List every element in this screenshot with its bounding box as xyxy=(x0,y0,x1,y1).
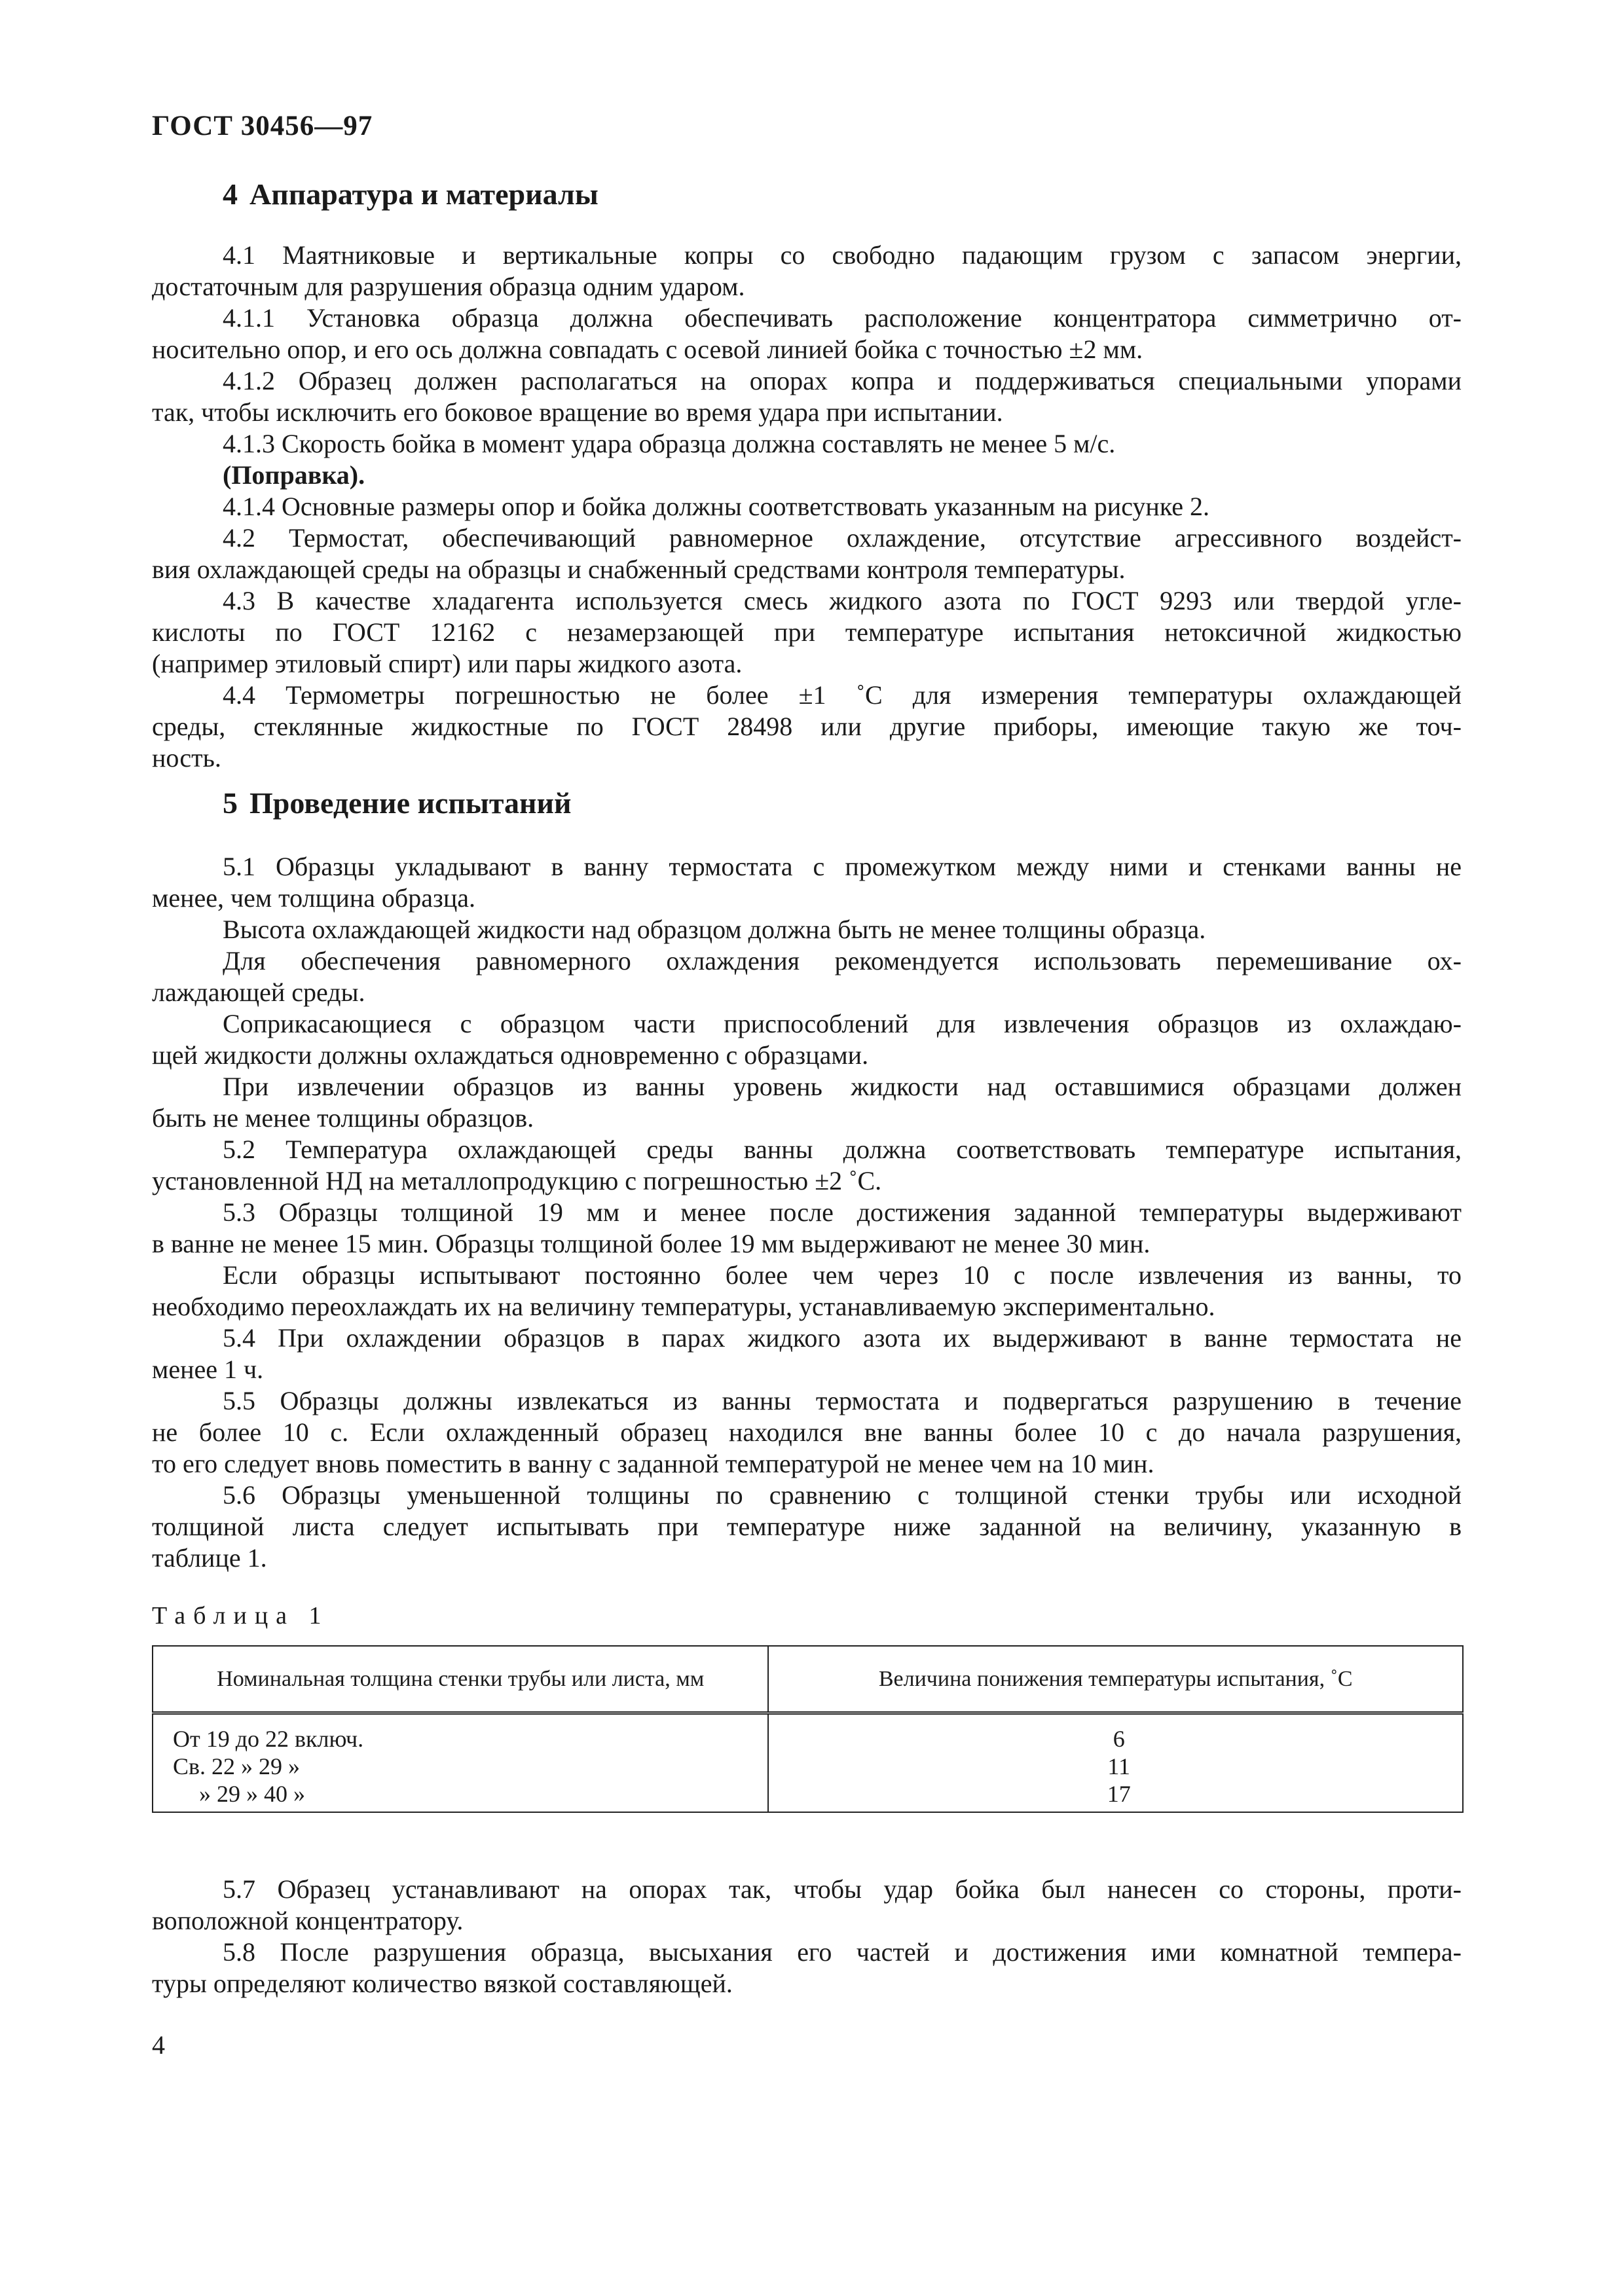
paragraph-4-1-4 xyxy=(152,491,1462,522)
paragraph-4-1-3 xyxy=(152,428,1462,460)
paragraph-overcooling xyxy=(152,1260,1462,1322)
after-table-body xyxy=(152,1874,1462,1999)
text-line: 5.8 После разрушения образца, высыхания его частей и достижения ими комнатной темпера- xyxy=(223,1937,1462,1967)
thickness-ranges-cell xyxy=(153,1713,768,1813)
text-line: кислоты по ГОСТ 12162 с незамерзающей при температуре испытания нетоксичной жидкостью xyxy=(152,617,1462,647)
paragraph-5-4 xyxy=(152,1322,1462,1385)
text-line: 4.1.1 Установка образца должна обеспечивать расположение концентратора симметрично от- xyxy=(223,303,1462,333)
text-line: При извлечении образцов из ванны уровень жидкости над оставшимися образцами должен xyxy=(223,1072,1462,1101)
paragraph-4-1-1 xyxy=(152,302,1462,365)
standard-code: ГОСТ 30456—97 xyxy=(152,111,373,141)
section-4-title: Аппаратура и материалы xyxy=(249,177,599,211)
text-line: не более 10 с. Если охлажденный образец находился вне ванны более 10 с до начала разрушения, xyxy=(152,1417,1462,1447)
paragraph-5-8 xyxy=(152,1937,1462,1999)
paragraph-5-2 xyxy=(152,1134,1462,1197)
text-line: в ванне не менее 15 мин. Образцы толщиной более 19 мм выдерживают не менее 30 мин. xyxy=(152,1229,1151,1258)
text-line: 4.2 Термостат, обеспечивающий равномерное охлаждение, отсутствие агрессивного воздейст- xyxy=(223,523,1462,553)
text-line: вия охлаждающей среды на образцы и снабженный средствами контроля температуры. xyxy=(152,555,1126,584)
text-line: 5.6 Образцы уменьшенной толщины по сравнению с толщиной стенки трубы или исходной xyxy=(223,1480,1462,1510)
text-line: щей жидкости должны охлаждаться одновременно с образцами. xyxy=(152,1040,869,1070)
text-line: 5.7 Образец устанавливают на опорах так, чтобы удар бойка был нанесен со стороны, проти- xyxy=(223,1874,1462,1904)
text-line: таблице 1. xyxy=(152,1543,267,1573)
text-line: быть не менее толщины образцов. xyxy=(152,1103,534,1133)
text-line: достаточным для разрушения образца одним ударом. xyxy=(152,272,745,301)
text-line: 5.5 Образцы должны извлекаться из ванны термостата и подвергаться разрушению в течение xyxy=(223,1386,1462,1415)
paragraph-4-3 xyxy=(152,585,1462,680)
temperature-reduction-table xyxy=(152,1645,1464,1813)
text-line: 5.3 Образцы толщиной 19 мм и менее после достижения заданной температуры выдерживают xyxy=(223,1197,1462,1227)
text-line: носительно опор, и его ось должна совпадать с осевой линией бойка с точностью ±2 мм. xyxy=(152,335,1143,364)
text-line: 4.1 Маятниковые и вертикальные копры со свободно падающим грузом с запасом энергии, xyxy=(223,240,1462,270)
paragraph-5-5 xyxy=(152,1385,1462,1480)
table-header-row xyxy=(153,1646,1463,1713)
table-cell-text: 11 xyxy=(1107,1753,1131,1779)
paragraph-extraction-level xyxy=(152,1071,1462,1134)
section-5-number: 5 xyxy=(223,786,238,820)
paragraph-5-3 xyxy=(152,1197,1462,1260)
text-line: Если образцы испытывают постоянно более чем через 10 с после извлечения из ванны, то xyxy=(223,1260,1462,1290)
text-line: необходимо переохлаждать их на величину температуры, устанавливаемую экспериментально. xyxy=(152,1292,1215,1321)
page-number: 4 xyxy=(152,2030,165,2060)
section-4-body xyxy=(152,240,1462,774)
text-line: (например этиловый спирт) или пары жидкого азота. xyxy=(152,649,743,678)
text-line: так, чтобы исключить его боковое вращение во время удара при испытании. xyxy=(152,397,1003,427)
text-line: 5.1 Образцы укладывают в ванну термостата с промежутком между ними и стенками ванны не xyxy=(223,852,1462,881)
paragraph-5-1 xyxy=(152,851,1462,914)
paragraph-4-2 xyxy=(152,522,1462,585)
text-line: установленной НД на металлопродукцию с погрешностью ±2 ˚С. xyxy=(152,1166,882,1195)
table-cell-text: 6 xyxy=(1113,1726,1125,1752)
table-cell-text: От 19 до 22 включ. xyxy=(173,1726,364,1752)
table-cell-text: Св. 22 » 29 » xyxy=(173,1753,301,1779)
paragraph-mixing xyxy=(152,945,1462,1008)
paragraph-4-1 xyxy=(152,240,1462,302)
text-line: (Поправка). xyxy=(223,460,365,490)
section-5-body xyxy=(152,851,1462,1574)
paragraph-5-6 xyxy=(152,1480,1462,1574)
table-header-cell: Величина понижения температуры испытания, ˚С xyxy=(768,1646,1463,1713)
paragraph-4-4 xyxy=(152,680,1462,774)
text-line: 4.1.4 Основные размеры опор и бойка должны соответствовать указанным на рисунке 2. xyxy=(223,492,1210,521)
text-line: воположной концентратору. xyxy=(152,1906,464,1935)
text-line: 5.4 При охлаждении образцов в парах жидкого азота их выдерживают в ванне термостата не xyxy=(223,1323,1462,1353)
text-line: лаждающей среды. xyxy=(152,977,365,1007)
text-line: Соприкасающиеся с образцом части приспособлений для извлечения образцов из охлаждаю- xyxy=(223,1009,1462,1038)
text-line: Высота охлаждающей жидкости над образцом должна быть не менее толщины образца. xyxy=(223,915,1206,944)
text-line: ность. xyxy=(152,743,221,773)
text-line: Для обеспечения равномерного охлаждения рекомендуется использовать перемешивание ох- xyxy=(223,946,1462,975)
table-cell-text: » 29 » 40 » xyxy=(199,1781,305,1807)
table-cell-text: 17 xyxy=(1107,1781,1131,1807)
text-line: толщиной листа следует испытывать при температуре ниже заданной на величину, указанную в xyxy=(152,1512,1462,1541)
paragraph-liquid-height xyxy=(152,914,1462,945)
text-line: 4.1.3 Скорость бойка в момент удара образца должна составлять не менее 5 м/с. xyxy=(223,429,1116,458)
section-4-number: 4 xyxy=(223,177,238,211)
text-line: 5.2 Температура охлаждающей среды ванны должна соответствовать температуре испытания, xyxy=(223,1135,1462,1164)
section-5-title: Проведение испытаний xyxy=(249,786,572,820)
temperature-values-cell xyxy=(768,1713,1463,1813)
text-line: 4.1.2 Образец должен располагаться на опорах копра и поддерживаться специальными упорами xyxy=(223,366,1462,395)
text-line: 4.4 Термометры погрешностью не более ±1 ˚С для измерения температуры охлаждающей xyxy=(223,680,1462,710)
paragraph-4-1-2 xyxy=(152,365,1462,428)
table-header-cell: Номинальная толщина стенки трубы или листа, мм xyxy=(153,1646,768,1713)
table-row xyxy=(153,1713,1463,1813)
text-line: менее, чем толщина образца. xyxy=(152,883,475,913)
table-caption: Таблица 1 xyxy=(152,1602,329,1630)
amendment-note xyxy=(152,460,1462,491)
text-line: менее 1 ч. xyxy=(152,1355,264,1384)
paragraph-5-7 xyxy=(152,1874,1462,1937)
section-4-heading xyxy=(223,177,599,211)
text-line: среды, стеклянные жидкостные по ГОСТ 28498 или другие приборы, имеющие такую же точ- xyxy=(152,712,1462,741)
paragraph-fixtures xyxy=(152,1008,1462,1071)
text-line: туры определяют количество вязкой составляющей. xyxy=(152,1969,733,1998)
section-5-heading xyxy=(223,786,572,820)
text-line: то его следует вновь поместить в ванну с заданной температурой не менее чем на 10 мин. xyxy=(152,1449,1154,1478)
text-line: 4.3 В качестве хладагента используется смесь жидкого азота по ГОСТ 9293 или твердой угле- xyxy=(223,586,1462,615)
